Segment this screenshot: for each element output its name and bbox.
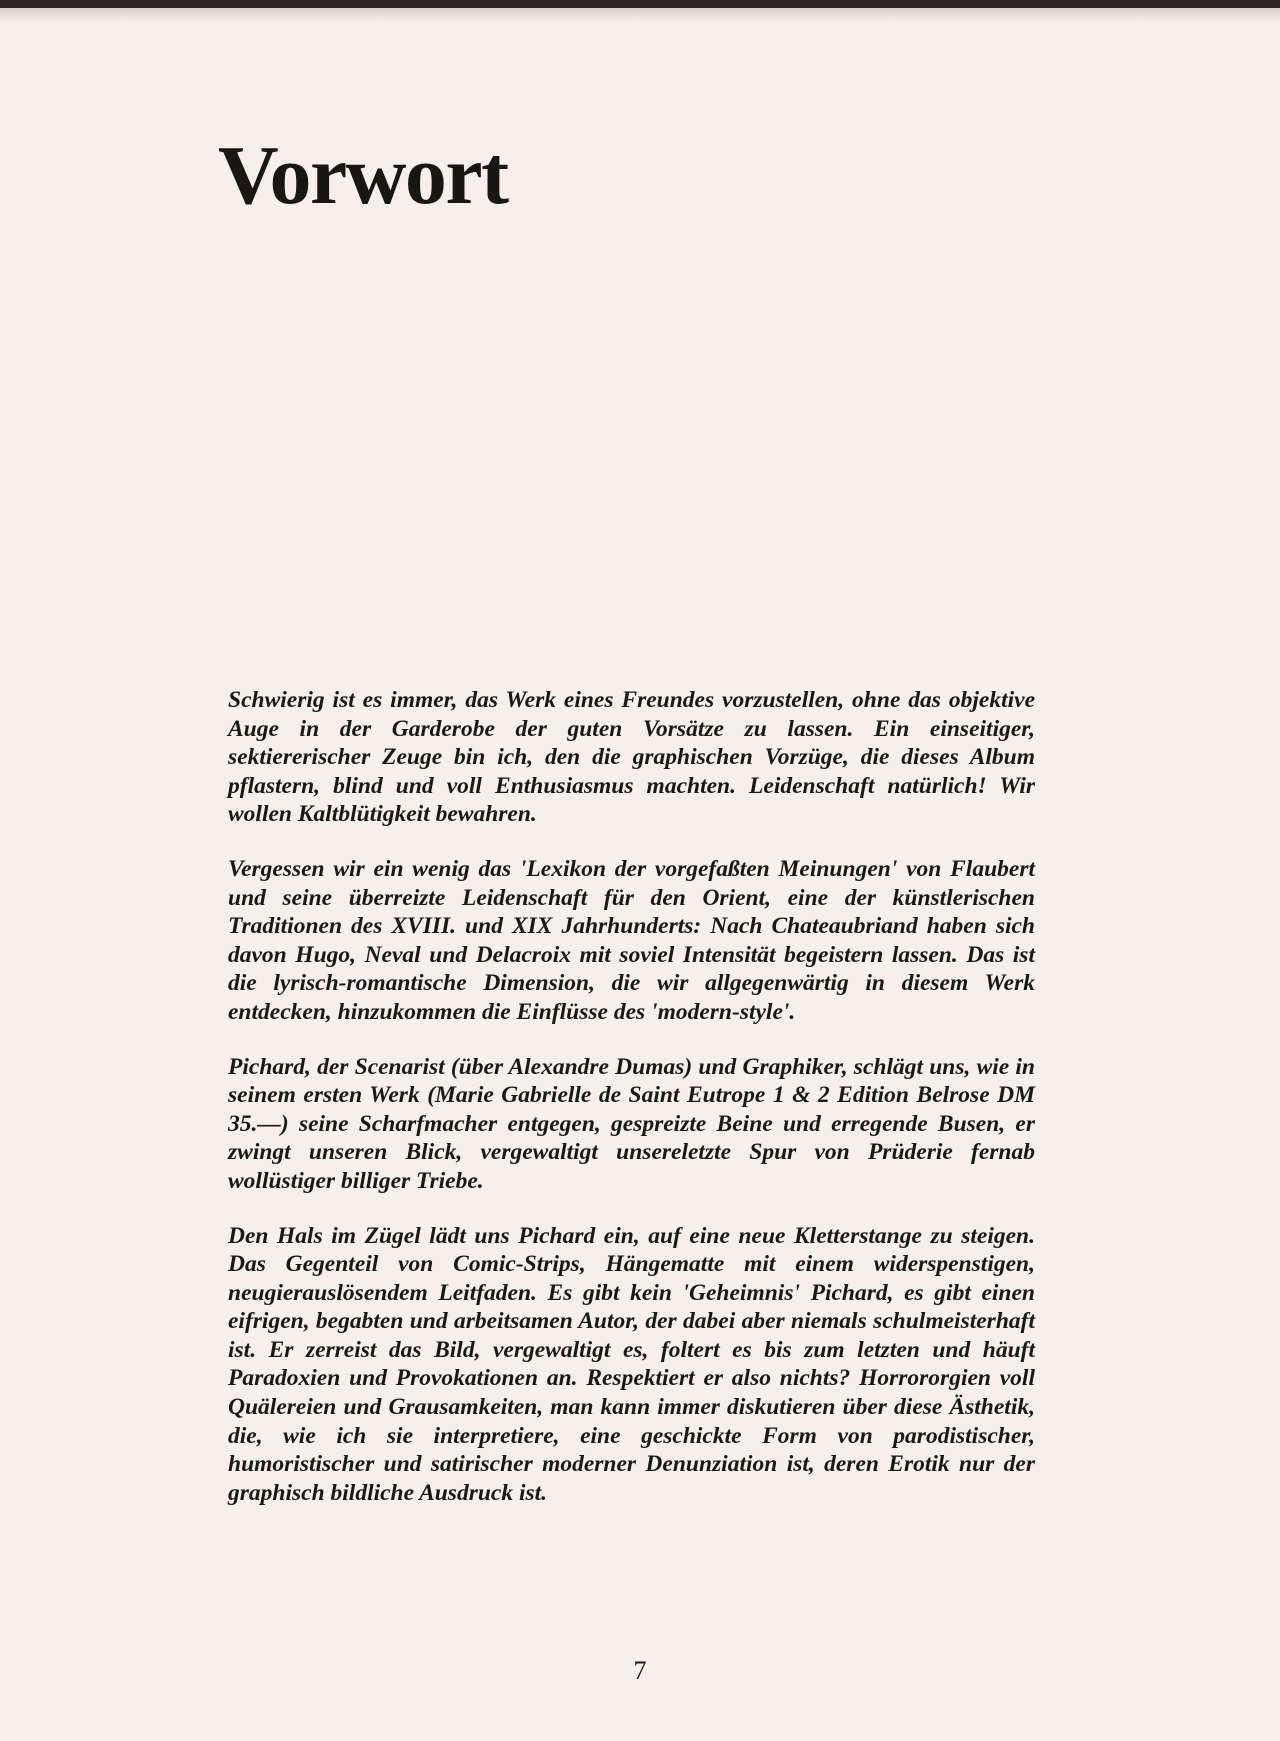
paragraph-4: Den Hals im Zügel lädt uns Pichard ein, auf eine neue Kletterstange zu steigen. Das Gegenteil von Comic-Strips, Hängematte mit einem widerspenstigen, neugierauslösendem Leitfaden. Es gibt kein 'Geheimnis' Pichard, es gibt einen eifrigen, begabten und arbeitsamen Autor, der dabei aber niemals schulmeisterhaft ist. Er zerreist das Bild, vergewaltigt es, foltert es bis zum letzten und häuft Paradoxien und Provokationen an. Respektiert er also nichts? Horrororgien voll Quälereien und Grausamkeiten, man kann immer diskutieren über diese Ästhetik, die, wie ich sie interpretiere, eine geschickte Form von parodistischer, humoristischer und satirischer moderner Denunziation ist, deren Erotik nur der graphisch bildliche Ausdruck ist. xyxy=(228,1222,1035,1506)
paragraph-2: Vergessen wir ein wenig das 'Lexikon der vorgefaßten Meinungen' von Flaubert und seine überreizte Leidenschaft für den Orient, eine der künstlerischen Traditionen des XVIII. und XIX Jahrhunderts: Nach Chateaubriand haben sich davon Hugo, Neval und Delacroix mit soviel Intensität begeistern lassen. Das ist die lyrisch-romantische Dimension, die wir allgegenwärtig in diesem Werk entdecken, hinzukommen die Einflüsse des 'modern-style'. xyxy=(228,855,1035,1025)
foreword-text xyxy=(228,686,1035,1507)
page-edge-shadow xyxy=(0,8,1280,22)
page-number: 7 xyxy=(633,1656,647,1685)
paragraph-3: Pichard, der Scenarist (über Alexandre Dumas) und Graphiker, schlägt uns, wie in seinem ersten Werk (Marie Gabrielle de Saint Eutrope 1 & 2 Edition Belrose DM 35.—) seine Scharfmacher entgegen, gespreizte Beine und erregende Busen, er zwingt unseren Blick, vergewaltigt unsereletzte Spur von Prüderie fernab wollüstiger billiger Triebe. xyxy=(228,1053,1035,1194)
book-page xyxy=(0,8,1280,1741)
page-title: Vorwort xyxy=(218,129,508,222)
paragraph-1: Schwierig ist es immer, das Werk eines Freundes vorzustellen, ohne das objektive Auge in der Garderobe der guten Vorsätze zu lassen. Ein einseitiger, sektiererischer Zeuge bin ich, den die graphischen Vorzüge, die dieses Album pflastern, blind und voll Enthusiasmus machten. Leidenschaft natürlich! Wir wollen Kaltblütigkeit bewahren. xyxy=(228,687,1035,828)
